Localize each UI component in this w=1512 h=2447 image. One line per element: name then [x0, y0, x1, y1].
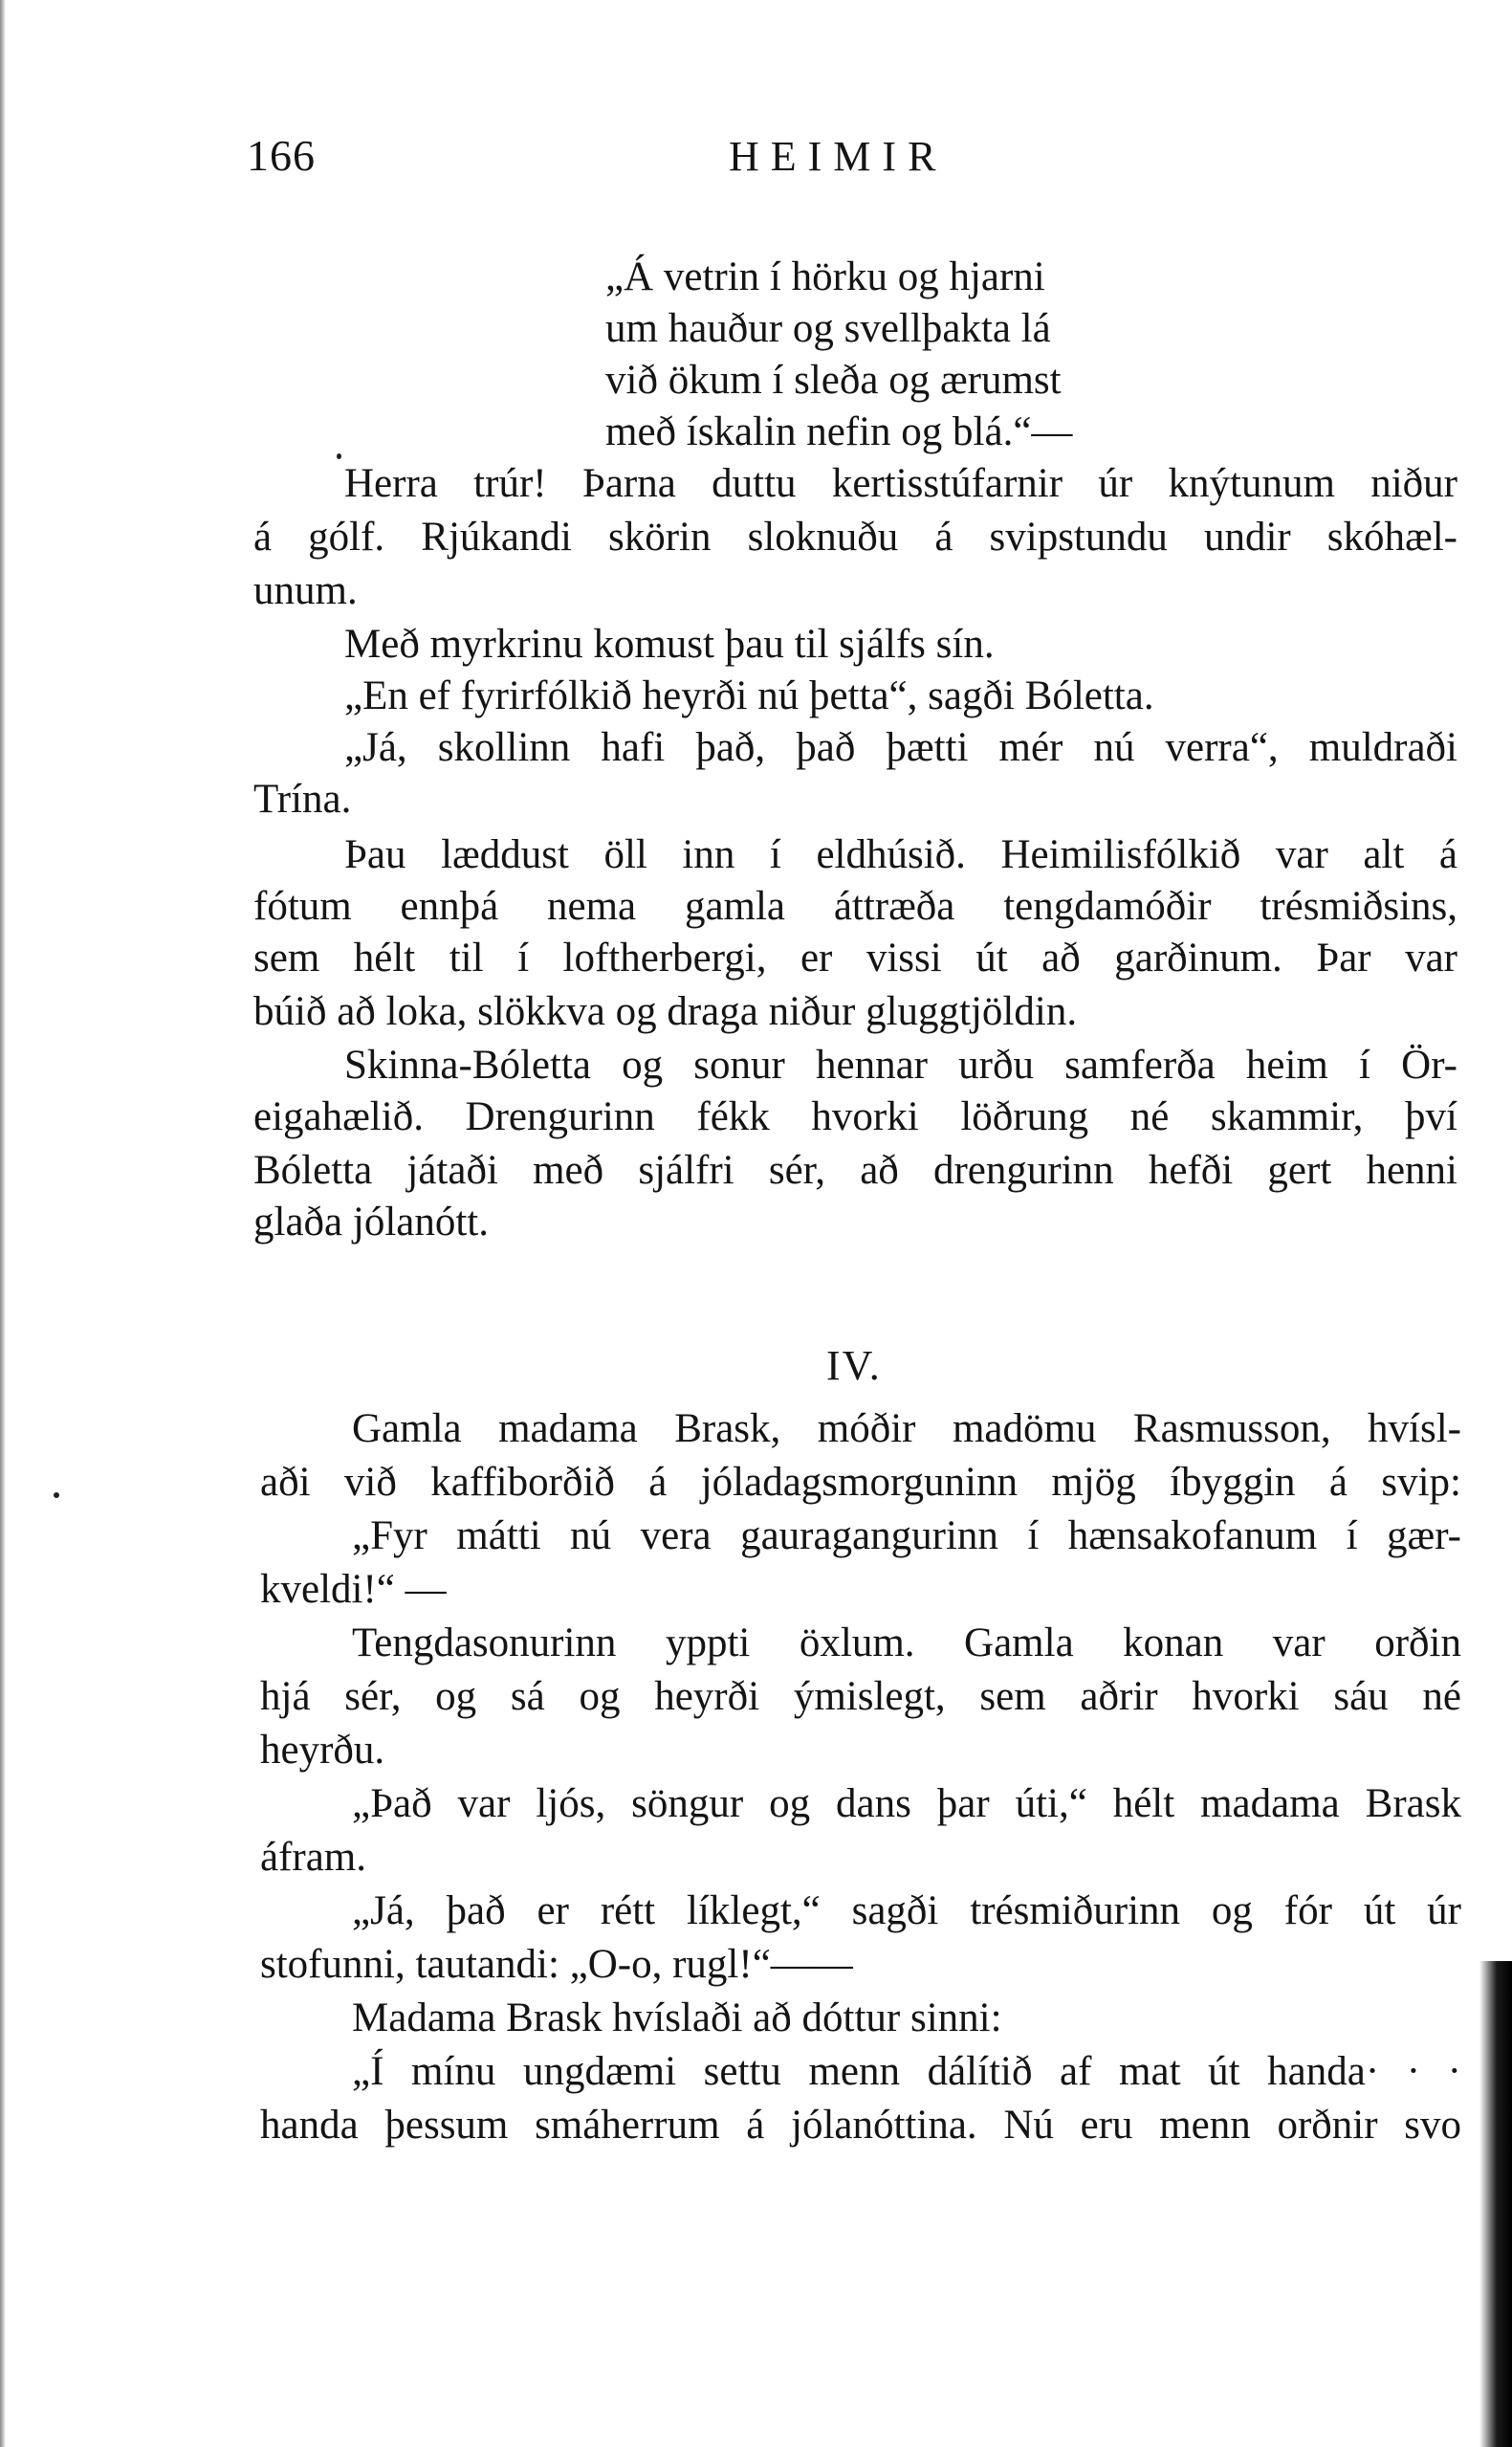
text-line: Bóletta játaði með sjálfri sér, að drengurinn hefði gert henni: [253, 1148, 1457, 1193]
ink-speck: [54, 1492, 59, 1498]
text-line: heyrðu.: [260, 1728, 385, 1773]
text-line: fótum ennþá nema gamla áttræða tengdamóðir trésmiðsins,: [253, 884, 1457, 929]
text-line: Trína.: [253, 777, 352, 822]
text-line: hjá sér, og sá og heyrði ýmislegt, sem aðrir hvorki sáu né: [260, 1674, 1461, 1719]
text-line: áfram.: [260, 1835, 367, 1880]
text-line: „Já, það er rétt líklegt,“ sagði trésmiðurinn og fór út úr: [352, 1888, 1461, 1933]
text-line: Herra trúr! Þarna duttu kertisstúfarnir úr knýtunum niður: [344, 461, 1457, 506]
text-line: stofunni, tautandi: „O-o, rugl!“——: [260, 1942, 853, 1987]
text-line: handa þessum smáherrum á jólanóttina. Nú eru menn orðnir svo: [260, 2103, 1461, 2148]
text-line: Madama Brask hvíslaði að dóttur sinni:: [352, 1995, 1002, 2040]
poem-line: með ískalin nefin og blá.“—: [605, 409, 1073, 454]
running-title: HEIMIR: [729, 133, 948, 180]
text-line: Gamla madama Brask, móðir madömu Rasmusson, hvísl-: [352, 1406, 1461, 1451]
text-line: Með myrkrinu komust þau til sjálfs sín.: [344, 622, 995, 667]
text-line: „Í mínu ungdæmi settu menn dálítið af mat út handa· · ·: [352, 2049, 1461, 2094]
text-line: kveldi!“ —: [260, 1567, 447, 1612]
scan-shadow-right: [1479, 1961, 1512, 2447]
text-line: „Það var ljós, söngur og dans þar úti,“ hélt madama Brask: [352, 1781, 1461, 1826]
page-number: 166: [247, 131, 316, 180]
text-line: Skinna-Bóletta og sonur hennar urðu samferða heim í Ör-: [344, 1043, 1457, 1088]
text-line: glaða jólanótt.: [253, 1200, 489, 1245]
scan-shadow-left: [0, 0, 6, 2447]
text-line: „Fyr mátti nú vera gauragangurinn í hænsakofanum í gær-: [352, 1513, 1461, 1558]
text-line: aði við kaffiborðið á jóladagsmorguninn mjög íbyggin á svip:: [260, 1460, 1461, 1505]
text-line: Tengdasonurinn yppti öxlum. Gamla konan var orðin: [352, 1620, 1461, 1665]
text-line: Þau læddust öll inn í eldhúsið. Heimilisfólkið var alt á: [344, 832, 1457, 877]
section-heading: IV.: [826, 1342, 882, 1389]
poem-line: „Á vetrin í hörku og hjarni: [605, 254, 1045, 299]
text-line: eigahælið. Drengurinn fékk hvorki löðrung né skammir, því: [253, 1094, 1457, 1139]
text-line: „En ef fyrirfólkið heyrði nú þetta“, sagði Bóletta.: [344, 673, 1154, 718]
poem-line: við ökum í sleða og ærumst: [605, 358, 1062, 403]
text-line: sem hélt til í loftherbergi, er vissi út að garðinum. Þar var: [253, 936, 1457, 981]
poem-line: um hauður og svellþakta lá: [605, 306, 1051, 351]
ink-speck: [337, 453, 341, 459]
text-line: unum.: [253, 568, 358, 613]
text-line: búið að loka, slökkva og draga niður gluggtjöldin.: [253, 989, 1078, 1034]
text-line: „Já, skollinn hafi það, það þætti mér nú verra“, muldraði: [344, 725, 1457, 770]
text-line: á gólf. Rjúkandi skörin sloknuðu á svipstundu undir skóhæl-: [253, 515, 1457, 560]
